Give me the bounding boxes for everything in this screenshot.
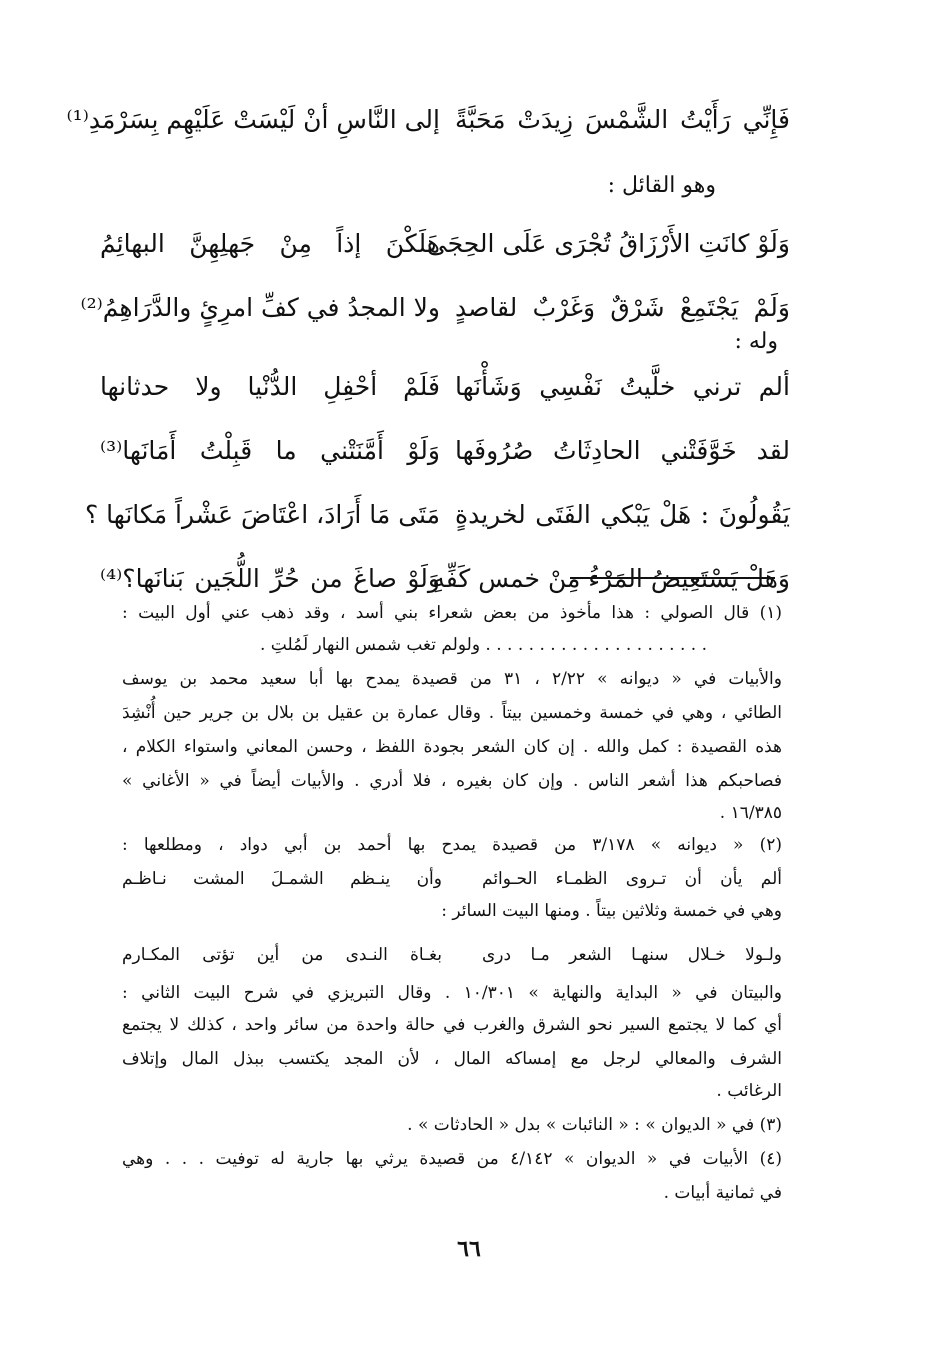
- intro-qail: وهو القائل :: [607, 173, 716, 198]
- verse-first-hemistich: وَهَلْ يَسْتَعِيضُ المَرْءُ مِنْ خمس كَفِّهِ: [432, 564, 790, 593]
- verse-line: [100, 419, 790, 483]
- verse-second-hemistich: مَتَى مَا أَرَادَ، اعْتَاضَ عَشْراً مَكانَها ؟: [84, 500, 440, 529]
- footnote-2-line: والبيتان في « البداية والنهاية » ١٠/٣٠١ . وقال التبريزي في شرح البيت الثاني :: [122, 983, 782, 1003]
- poem-top: [66, 88, 790, 152]
- verse-second-hemistich: بغـاة النـدى من أين تؤتى المكـارم: [122, 945, 442, 965]
- footnote-2-line: (٢) « ديوانه » ٣/١٧٨ من قصيدة يمدح بها أحمد بن أبي دواد ، ومطلعها :: [122, 835, 782, 855]
- verse-first-hemistich: وَلَمْ يَجْتَمِعْ شَرْقٌ وَغَرْبٌ لقاصدٍ: [455, 293, 790, 322]
- verse-first-hemistich: فَإِنِّي رَأَيْتُ الشَّمْسَ زِيدَتْ مَحَبَّةً: [455, 105, 790, 134]
- verse-first-hemistich: ألم ترني خلَّيتُ نَفْسِي وَشَأْنَها: [455, 372, 790, 401]
- verse-line: [100, 212, 790, 276]
- verse-second-hemistich: وَلَوْ أَمَّنَتْني ما قَبِلْتُ أَمَانَها⁽³⁾: [100, 436, 440, 465]
- verse-line: [66, 88, 790, 152]
- footnote-2-line: أي كما لا يجتمع السير نحو الشرق والغرب في حالة واحدة من سائر واحد ، كذلك لا يجتمع: [122, 1015, 782, 1035]
- footnote-3: (٣) في « الديوان » : « النائبات » بدل « الحادثات » .: [407, 1115, 782, 1135]
- footnote-2-verse: [122, 940, 782, 970]
- verse-first-hemistich: ألم يأن أن تـروى الظمـاء الحـوائم: [482, 869, 782, 889]
- verse-first-hemistich: لقد خَوَّفَتْني الحادِثَاتُ صُرُوفَها: [455, 436, 790, 465]
- footnote-1-line: فصاحبكم هذا أشعر الناس . وإن كان بغيره ، فلا أدري . والأبيات أيضاً في « الأغاني »: [122, 771, 782, 791]
- footnote-2-line: الشرف والمعالي لرجل مع إمساكه المال ، لأن المجد يكتسب ببذل المال وإتلاف: [122, 1049, 782, 1069]
- footnote-1-verse: . . . . . . . . . . . . . . . . . . . . . ولولم تغب شمس النهار لَمُلتِ .: [259, 635, 707, 655]
- verse-second-hemistich: ولا المجدُ في كفِّ امرِئٍ والدَّرَاهِمُ⁽²⁾: [80, 293, 440, 322]
- footnote-1-line: الطائي ، وهي في خمسة وخمسين بيتاً . وقال عمارة بن عقيل بن بلال بن جرير حين أُنْشِدَ: [122, 703, 782, 723]
- verse-second-hemistich: هَلَكْنَ إذاً مِنْ جَهلِهِنَّ البهائِمُ: [100, 229, 440, 258]
- verse-second-hemistich: فَلَمْ أحْفِلِ الدُّنْيا ولا حدثانها: [100, 372, 440, 401]
- footnote-4-end: في ثمانية أبيات .: [663, 1183, 782, 1203]
- intro-lahu: وله :: [734, 329, 778, 354]
- verse-line: [80, 276, 790, 340]
- footnote-1-line: (١) قال الصولي : هذا مأخوذ من بعض شعراء بني أسد ، وقد ذهب عني أول البيت :: [122, 603, 782, 623]
- footnote-2-line: وهي في خمسة وثلاثين بيتاً . ومنها البيت السائر :: [441, 901, 782, 921]
- footnote-separator: [570, 577, 775, 579]
- verse-first-hemistich: وَلَوْ كانَتِ الأَرْزَاقُ تُجْرَى عَلَى الحِجَى: [426, 229, 790, 258]
- poem-two: [80, 212, 790, 340]
- verse-first-hemistich: ولـولا خـلال سنهـا الشعر مـا درى: [482, 945, 782, 965]
- footnote-1-end: ١٦/٣٨٥ .: [719, 803, 782, 823]
- footnote-1-line: هذه القصيدة : كمل والله . إن كان الشعر بجودة اللفظ ، وحسن المعاني واستواء الكلام ،: [122, 737, 782, 757]
- verse-line: [84, 483, 790, 547]
- footnote-2-verse: [122, 864, 782, 894]
- footnote-4-line: (٤) الأبيات في « الديوان » ٤/١٤٢ من قصيدة يرثي بها جارية له توفيت . . . وهي: [122, 1149, 782, 1169]
- verse-first-hemistich: يَقُولُونَ : هَلْ يَبْكي الفَتَى لخريدةٍ: [455, 500, 790, 529]
- verse-second-hemistich: وأن ينـظم الشمـلَ المشت نـاظـم: [122, 869, 442, 889]
- verse-second-hemistich: وَلَوْ صاغَ من حُرِّ اللُّجَين بَنانَها؟⁽⁴⁾: [100, 564, 440, 593]
- footnote-2-end: الرغائب .: [716, 1081, 782, 1101]
- poem-three: [84, 355, 790, 611]
- verse-second-hemistich: إلى النَّاسِ أنْ لَيْسَتْ عَلَيْهِم بِسَرْمَدِ⁽¹⁾: [66, 105, 440, 134]
- page-number: ٦٦: [457, 1236, 481, 1262]
- verse-line: [100, 355, 790, 419]
- footnote-1-line: والأبيات في « ديوانه » ٢/٢٢ ، ٣١ من قصيدة يمدح بها أبا سعيد محمد بن يوسف: [122, 669, 782, 689]
